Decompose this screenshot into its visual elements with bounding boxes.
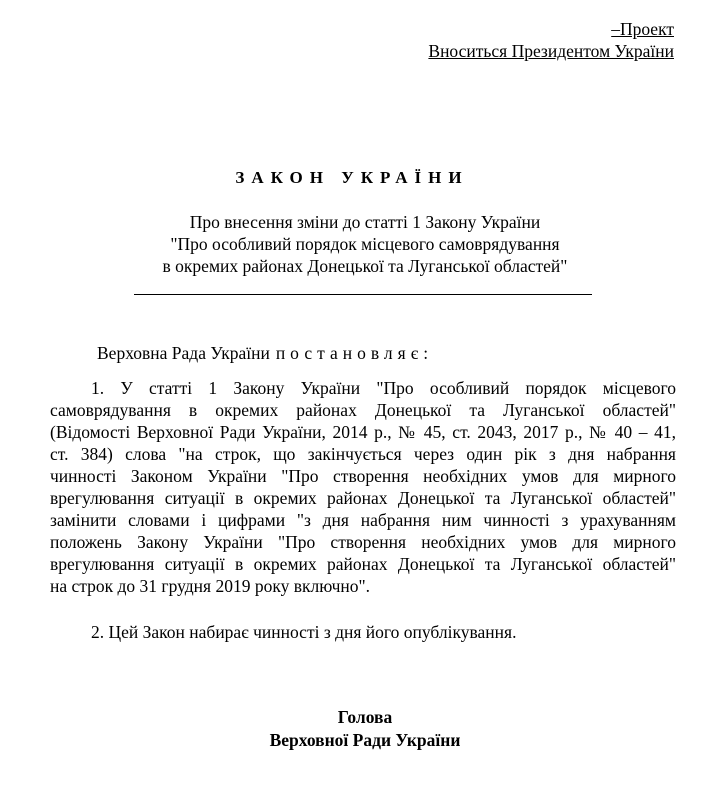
submitted-by: Вноситься Президентом України (428, 41, 674, 61)
subtitle-line: Про внесення зміни до статті 1 Закону України (189, 212, 541, 232)
paragraph-line: положень Закону України "Про створення необхідних умов для мирного (50, 532, 676, 552)
paragraph-2: 2. Цей Закон набирає чинності з дня його опублікування. (91, 622, 517, 642)
paragraph-line: (Відомості Верховної Ради України, 2014 р., № 45, ст. 2043, 2017 р., № 40 – 41, (50, 422, 676, 442)
preamble-verb: постановляє: (275, 343, 434, 363)
paragraph-line: самоврядування в окремих районах Донецької та Луганської областей" (50, 400, 676, 420)
title-divider (134, 294, 592, 295)
paragraph-line: врегулювання ситуації в окремих районах Донецької та Луганської областей" (50, 554, 676, 574)
subtitle-line: в окремих районах Донецької та Луганської областей" (162, 256, 568, 276)
signature-body: Верховної Ради України (269, 730, 461, 750)
paragraph-line: замінити словами і цифрами "з дня набрання ним чинності з урахуванням (50, 510, 676, 530)
paragraph-1 (50, 377, 676, 597)
document-title: ЗАКОН УКРАЇНИ (235, 168, 469, 187)
document-subtitle (0, 211, 704, 277)
preamble (97, 343, 433, 364)
signature-title: Голова (337, 707, 393, 727)
paragraph-line: на строк до 31 грудня 2019 року включно". (50, 576, 371, 596)
signature-block (0, 706, 704, 752)
paragraph-line: чинності Законом України "Про створення необхідних умов для мирного (50, 466, 676, 486)
paragraph-line: ст. 384) слова "на строк, що закінчується через один рік з дня набрання (50, 444, 676, 464)
subtitle-line: "Про особливий порядок місцевого самоврядування (170, 234, 560, 254)
paragraph-line: 1. У статті 1 Закону України "Про особливий порядок місцевого (91, 378, 676, 398)
paragraph-line: врегулювання ситуації в окремих районах Донецької та Луганської областей" (50, 488, 676, 508)
project-label: –Проект (611, 19, 674, 39)
document-header (428, 18, 674, 62)
preamble-text: Верховна Рада України (97, 343, 270, 363)
